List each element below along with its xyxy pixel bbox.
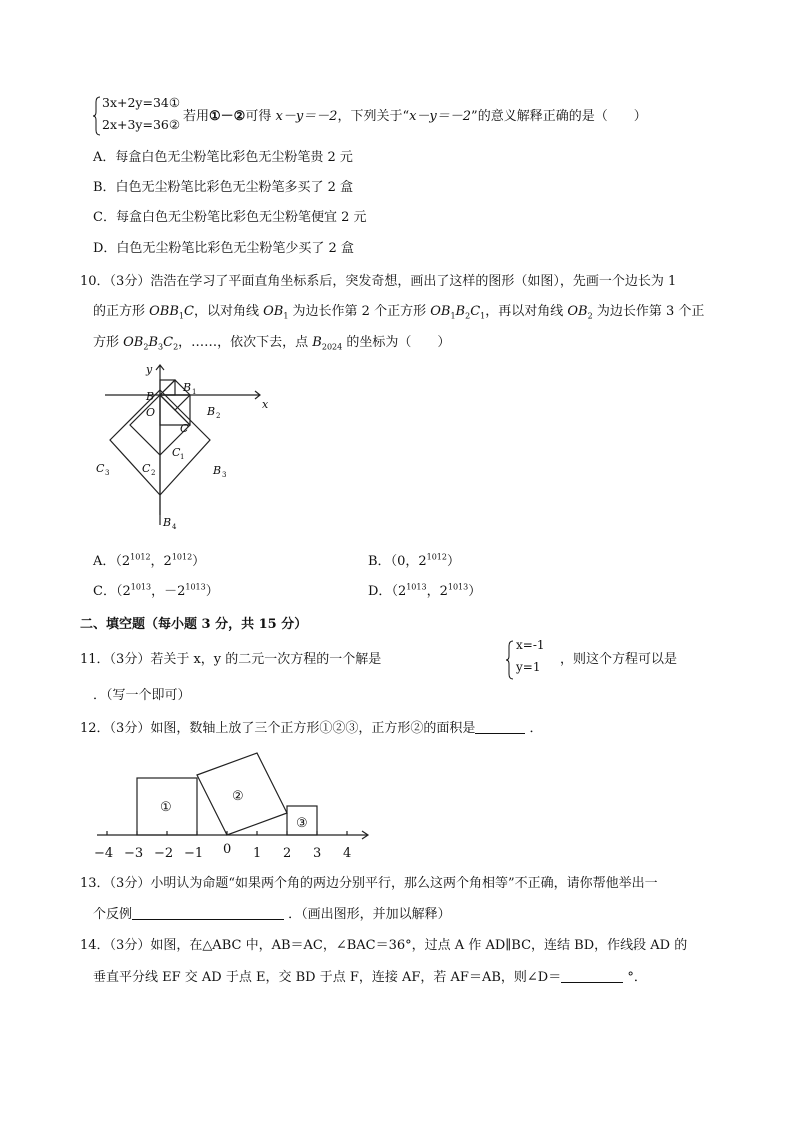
q11-stem-end: ，则这个方程可以是	[560, 652, 678, 667]
q14-line-1: 14．（3分）如图，在△ABC 中，AB＝AC，∠BAC＝36°，过点 A 作 AD∥BC，连结 BD，作线段 AD 的	[80, 938, 688, 953]
q11-stem: 11．（3分）若关于 x，y 的二元一次方程的一个解是	[80, 652, 382, 667]
q12-stem: 12．（3分）如图，数轴上放了三个正方形①②③，正方形②的面积是 ．	[80, 721, 543, 736]
fig-label-b3: B	[213, 464, 222, 477]
fig-label-b4: B	[163, 516, 172, 529]
q10-square-figure	[90, 360, 280, 535]
tick-2: 2	[283, 846, 292, 861]
q9-option-b[interactable]: B．白色无尘粉笔比彩色无尘粉笔多买了 2 盒	[93, 180, 354, 195]
tick-neg3: −3	[124, 846, 144, 861]
svg-text:2: 2	[216, 412, 221, 420]
q14-answer-blank[interactable]	[561, 970, 623, 983]
label-square-2: ②	[232, 789, 244, 804]
svg-text:1: 1	[192, 388, 197, 396]
q11-eq-y: y=1	[516, 660, 541, 674]
q12-number-line-figure	[92, 745, 382, 863]
q14-line-2: 垂直平分线 EF 交 AD 于点 E，交 BD 于点 F，连接 AF，若 AF＝AB，则∠D＝ °．	[93, 970, 647, 985]
svg-text:1: 1	[180, 453, 185, 461]
q11-eq-x: x=-1	[516, 638, 545, 652]
fig-label-b2: B	[207, 405, 216, 418]
tick-neg1: −1	[184, 846, 204, 861]
q10-line-1: 10．（3分）浩浩在学习了平面直角坐标系后，突发奇想，画出了这样的图形（如图），先画一个边长为 1	[80, 274, 677, 289]
q13-line-1: 13．（3分）小明认为命题“如果两个角的两边分别平行，那么这两个角相等”不正确，请你帮他举出一	[80, 876, 658, 891]
tick-0: 0	[223, 842, 232, 857]
q9-option-d[interactable]: D．白色无尘粉笔比彩色无尘粉笔少买了 2 盒	[93, 241, 354, 256]
fig-label-o: O	[146, 406, 156, 419]
q11-brace	[506, 640, 514, 680]
q10-option-c[interactable]: C．（$2^{1013}$，$-2^{1013}$）	[93, 582, 219, 599]
fig-label-y: y	[146, 363, 153, 376]
q13-answer-blank[interactable]	[132, 907, 284, 920]
q10-option-d[interactable]: D．（$2^{1013}$，$2^{1013}$）	[368, 582, 482, 599]
label-square-3: ③	[296, 816, 308, 831]
q9-option-c[interactable]: C．每盒白色无尘粉笔比彩色无尘粉笔便宜 2 元	[93, 210, 367, 225]
tick-4: 4	[343, 846, 352, 861]
fig-label-c: C	[180, 422, 189, 435]
fig-label-x: x	[262, 398, 269, 411]
svg-text:3: 3	[105, 469, 110, 477]
tick-neg2: −2	[154, 846, 174, 861]
q12-answer-blank[interactable]	[475, 721, 525, 734]
q9-option-a[interactable]: A．每盒白色无尘粉笔比彩色无尘粉笔贵 2 元	[93, 150, 353, 165]
label-square-1: ①	[160, 800, 172, 815]
fig-label-c2: C	[142, 462, 151, 475]
tick-neg4: −4	[94, 846, 114, 861]
tick-3: 3	[313, 846, 322, 861]
system-brace	[93, 96, 101, 136]
fig-label-b1: B	[183, 381, 192, 394]
fig-label-c3: C	[96, 462, 105, 475]
q10-line-2: 的正方形 $OBB_1C$，以对角线 $OB_1$ 为边长作第 2 个正方形 $OB_1B_2C_1$，再以对角线 $OB_2$ 为边长作第 3 个正	[93, 304, 705, 321]
q10-line-3: 方形 $OB_2B_3C_2$，……，依次下去，点 $B_{2024}$ 的坐标为（ ）	[93, 335, 451, 352]
q10-option-b[interactable]: B．（0，$2^{1012}$）	[368, 552, 460, 569]
fig-label-b: B	[146, 390, 155, 403]
equation-2: 2x+3y=36②	[102, 117, 181, 132]
q13-line-2: 个反例 ．（画出图形，并加以解释）	[93, 907, 451, 922]
svg-text:3: 3	[222, 471, 227, 479]
svg-text:4: 4	[172, 523, 177, 531]
tick-1: 1	[253, 846, 262, 861]
q11-line-2: ．（写一个即可）	[93, 688, 191, 703]
section-heading: 二、填空题（每小题 3 分，共 15 分）	[80, 617, 308, 632]
q9-stem: 若用①－②可得 x－y＝－2，下列关于“x－y＝－2”的意义解释正确的是（ ）	[183, 109, 647, 124]
equation-1: 3x+2y=34①	[102, 95, 181, 110]
fig-label-c1: C	[172, 446, 181, 459]
q10-option-a[interactable]: A．（$2^{1012}$，$2^{1012}$）	[93, 552, 206, 569]
svg-text:2: 2	[151, 469, 156, 477]
